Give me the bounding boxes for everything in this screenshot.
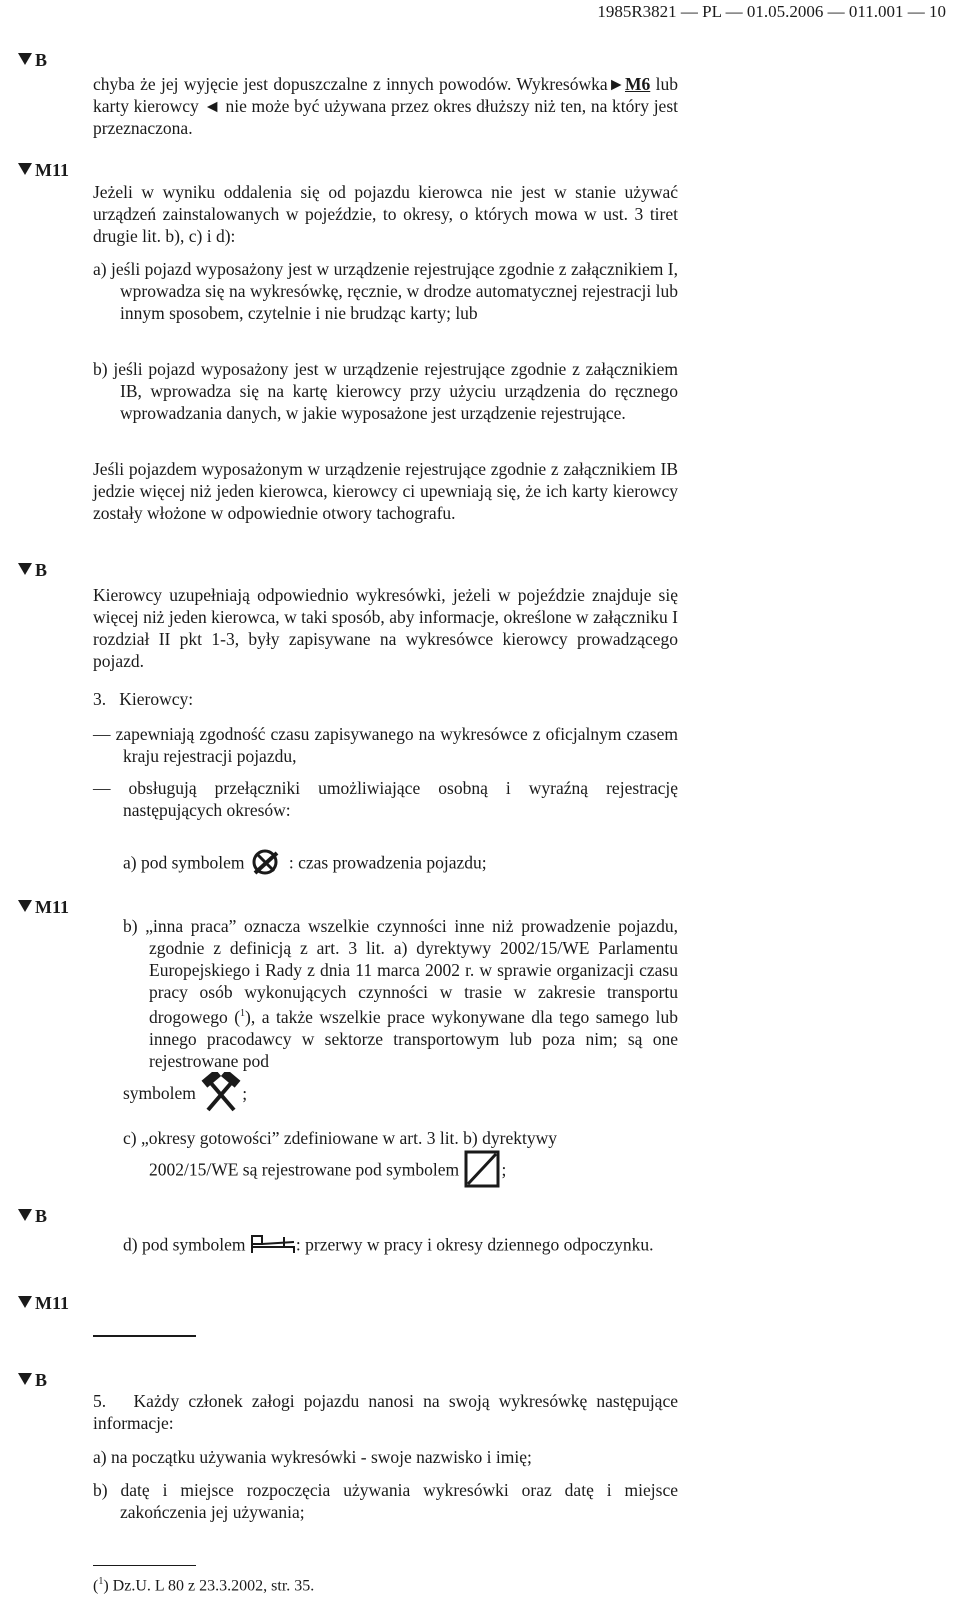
page-header: 1985R3821 — PL — 01.05.2006 — 011.001 — 10 — [597, 2, 946, 21]
symbol-item-availability: c) „okresy gotowości” zdefiniowane w art. 3 lit. b) dyrektywy 2002/15/WE są rejestrowane pod symbolem ; — [123, 1127, 678, 1194]
symbol-item-driving: a) pod symbolem : czas prowadzenia pojazdu; — [123, 847, 678, 882]
marker-triangle-icon — [18, 1296, 32, 1308]
list-item-a-name: a) na początku używania wykresówki - swoje nazwisko i imię; — [93, 1447, 532, 1467]
amendment-link-m6[interactable]: ►M6 — [607, 74, 651, 94]
steering-wheel-icon — [249, 847, 289, 882]
marker-triangle-icon — [18, 163, 32, 175]
amendment-marker-b: B — [18, 1206, 47, 1227]
paragraph-absence: Jeżeli w wyniku oddalenia się od pojazdu kierowca nie jest w stanie używać urządzeń zainstalowanych w pojeździe, to okresy, o których mowa w ust. 3 tiret drugie lit. b), c) i d): — [93, 182, 678, 246]
marker-triangle-icon — [18, 1373, 32, 1385]
marker-triangle-icon — [18, 1209, 32, 1221]
bed-icon — [250, 1233, 296, 1260]
amendment-marker-b: B — [18, 1370, 47, 1391]
amendment-marker-m11: M11 — [18, 1293, 69, 1314]
slashed-box-icon — [463, 1149, 501, 1194]
list-item-a-annex-i: a) jeśli pojazd wyposażony jest w urządzenie rejestrujące zgodnie z załącznikiem I, wprowadza się na wykresówkę, ręcznie, w drodze automatycznej rejestracji lub innym sposobem, czytelnie i nie brudząc karty; lub — [93, 259, 678, 323]
paragraph-continuation: chyba że jej wyjęcie jest dopuszczalne z innych powodów. Wykresówka►M6 lub karty kierowcy ◄ nie może być używana przez okres dłuższy niż ten, na który jest przeznaczona. — [93, 74, 678, 138]
amendment-marker-m11: M11 — [18, 897, 69, 918]
footnote: ($^1$) Dz.U. L 80 z 23.3.2002, str. 35. — [93, 1576, 315, 1595]
deletion-rule — [93, 1335, 196, 1337]
amendment-marker-b: B — [18, 560, 47, 581]
amendment-marker-b: B — [18, 50, 47, 71]
symbol-item-other-work: b) „inna praca” oznacza wszelkie czynności inne niż prowadzenie pojazdu, zgodnie z definicją z art. 3 lit. a) dyrektywy 2002/15/WE Parlamentu Europejskiego i Rady z dnia 11 marca 2002 r. w sprawie organizacji czasu pracy osób wykonujących czynności w trasie w zakresie transportu drogowego ($^1$), a także wszelkie prace wykonywane dla tego samego lub innego pracodawcy w sektorze transportowym lub poza nim; są one rejestrowane pod symbolem ; — [123, 915, 678, 1119]
section-3-heading: 3. Kierowcy: — [93, 689, 194, 709]
marker-triangle-icon — [18, 900, 32, 912]
symbol-item-rest: d) pod symbolem : przerwy w pracy i okresy dziennego odpoczynku. — [123, 1233, 678, 1260]
marker-triangle-icon — [18, 53, 32, 65]
list-item-b-dates: b) datę i miejsce rozpoczęcia używania wykresówki oraz datę i miejsce zakończenia jej używania; — [93, 1480, 678, 1522]
paragraph-record-sheets: Kierowcy uzupełniają odpowiednio wykresówki, jeżeli w pojeździe znajduje się więcej niż jeden kierowca, w taki sposób, aby informacje, określone w załączniku I rozdział II pkt 1-3, były zapisywane na wykresówce kierowcy prowadzącego pojazd. — [93, 585, 678, 671]
crossed-hammers-icon — [200, 1072, 242, 1119]
paragraph-multiple-drivers: Jeśli pojazdem wyposażonym w urządzenie rejestrujące zgodnie z załącznikiem IB jedzie więcej niż jeden kierowca, kierowcy ci upewniają się, że ich karty kierowcy zostały włożone w odpowiednie otwory tachografu. — [93, 459, 678, 523]
list-item-b-annex-ib: b) jeśli pojazd wyposażony jest w urządzenie rejestrujące zgodnie z załącznikiem IB, wprowadza się na kartę kierowcy przy użyciu urządzenia do ręcznego wprowadzania danych, w jakie wyposażone jest urządzenie rejestrujące. — [93, 359, 678, 423]
footnote-separator — [93, 1565, 196, 1566]
marker-triangle-icon — [18, 563, 32, 575]
amendment-marker-m11: M11 — [18, 160, 69, 181]
dash-item-switches: — obsługują przełączniki umożliwiające osobną i wyraźną rejestrację następujących okresów: — [93, 778, 678, 820]
dash-item-time: — zapewniają zgodność czasu zapisywanego na wykresówce z oficjalnym czasem kraju rejestracji pojazdu, — [93, 724, 678, 766]
section-5-heading: 5. Każdy członek załogi pojazdu nanosi na swoją wykresówkę następujące informacje: — [93, 1391, 678, 1433]
